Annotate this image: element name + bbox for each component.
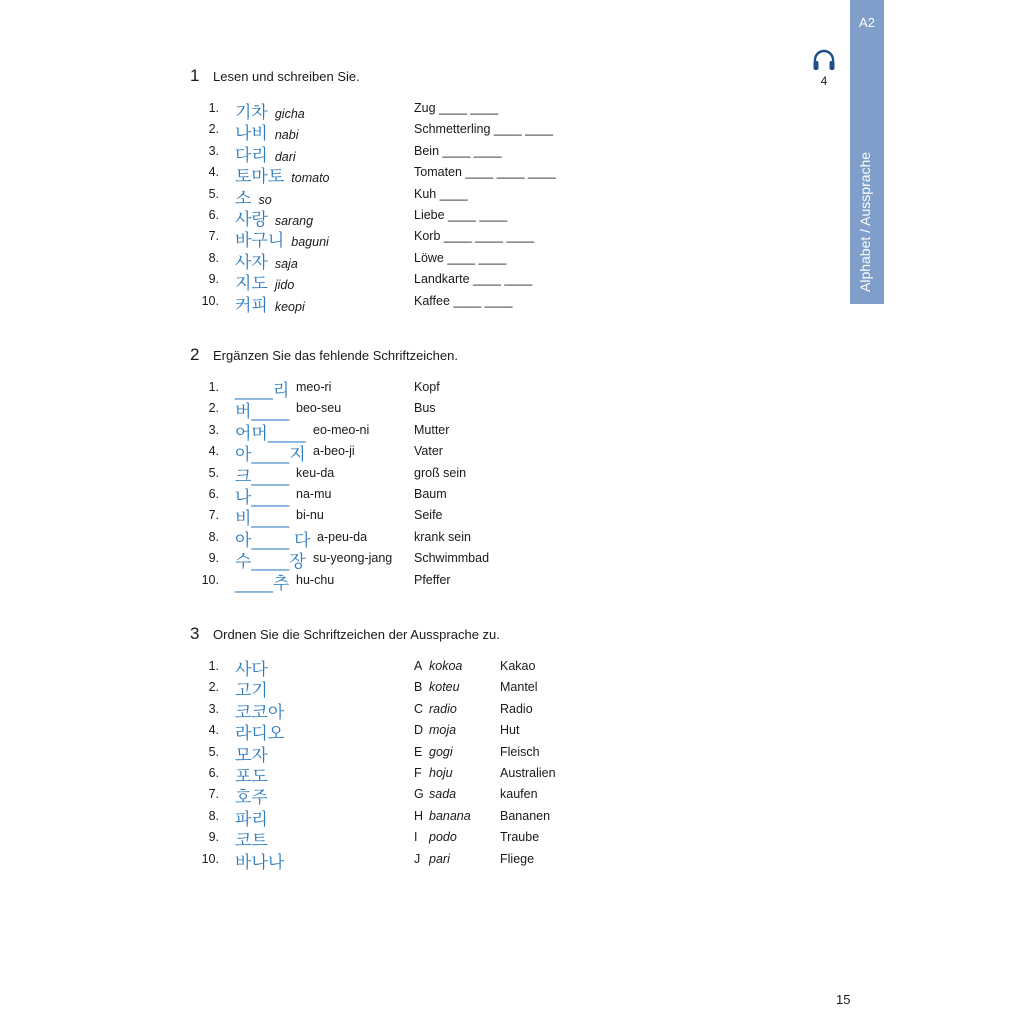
item-number: 3.: [208, 701, 219, 716]
german-meaning: Fliege: [500, 851, 535, 866]
item-number: 4.: [208, 723, 219, 738]
german-meaning: Fleisch: [500, 744, 540, 759]
korean-word: 비____: [235, 509, 290, 529]
exercise-instruction: Lesen und schreiben Sie.: [213, 69, 360, 84]
romanization: dari: [274, 149, 296, 164]
korean-word: 수____장: [235, 552, 306, 572]
romanization: bi-nu: [296, 508, 324, 523]
romanization: radio: [429, 701, 457, 716]
german-meaning: Seife: [414, 508, 443, 523]
option-letter: H: [414, 808, 424, 823]
romanization: su-yeong-jang: [313, 551, 393, 566]
german-meaning: Radio: [500, 701, 533, 716]
item-number: 4.: [208, 165, 219, 180]
korean-word: 사다: [235, 660, 268, 679]
option-letter: E: [414, 744, 423, 759]
german-meaning: Bananen: [500, 808, 551, 823]
romanization: hoju: [429, 766, 453, 780]
korean-word: 고기: [235, 681, 268, 701]
german-meaning: Landkarte ____ ____: [414, 272, 533, 287]
korean-word: 나____: [235, 488, 290, 507]
item-number: 7.: [208, 508, 219, 523]
german-meaning: Traube: [500, 830, 540, 845]
german-meaning: Zug ____ ____: [414, 101, 499, 115]
german-meaning: krank sein: [414, 529, 471, 544]
word-group: [235, 291, 305, 316]
german-meaning: Kakao: [500, 659, 536, 673]
romanization: nabi: [274, 128, 299, 143]
item-number: 9.: [208, 551, 219, 566]
item-number: 5.: [208, 744, 219, 759]
item-number: 2.: [208, 401, 219, 416]
korean-word: 나비: [235, 124, 268, 144]
korean-word: 코코아: [235, 702, 285, 722]
option-letter: B: [414, 680, 423, 695]
romanization: keopi: [274, 299, 305, 314]
chapter-side-tab: [850, 0, 884, 304]
german-meaning: Vater: [414, 444, 443, 459]
korean-word: 기차: [235, 103, 268, 122]
item-number: 4.: [208, 444, 219, 459]
exercise-3-header: [190, 624, 500, 644]
item-number: 5.: [208, 186, 219, 201]
german-meaning: Kopf: [414, 380, 440, 394]
option-letter: I: [414, 830, 418, 845]
romanization: tomato: [291, 171, 330, 186]
item-number: 6.: [208, 766, 219, 780]
romanization: podo: [429, 830, 457, 845]
exercise-instruction: Ergänzen Sie das fehlende Schriftzeichen.: [213, 348, 458, 363]
korean-word: 소: [235, 188, 252, 208]
korean-word: 커피: [235, 295, 268, 315]
page-number: 15: [836, 992, 851, 1007]
german-meaning: Pfeffer: [414, 572, 451, 587]
german-meaning: Schwimmbad: [414, 551, 490, 566]
korean-word: 모자: [235, 745, 268, 765]
romanization: koteu: [429, 680, 460, 695]
audio-track-number: 4: [820, 74, 828, 88]
german-meaning: Hut: [500, 723, 520, 738]
exercise-number: 2: [190, 345, 200, 364]
romanization: a-peu-da: [317, 529, 368, 544]
romanization: meo-ri: [296, 380, 332, 394]
item-number: 6.: [208, 208, 219, 222]
german-meaning: Kaffee ____ ____: [414, 293, 513, 308]
exercise-2-header: [190, 345, 458, 365]
option-letter: D: [414, 723, 424, 738]
romanization: so: [258, 192, 272, 207]
korean-word: 크____: [235, 466, 290, 486]
option-letter: F: [414, 766, 422, 780]
korean-word: 아____지: [235, 445, 306, 465]
item-number: 3.: [208, 422, 219, 437]
item-number: 7.: [208, 787, 219, 802]
korean-word: ____추: [235, 573, 290, 593]
korean-word: 버____: [235, 402, 290, 422]
korean-word: 다리: [235, 145, 268, 165]
romanization: sada: [429, 787, 457, 802]
korean-word: 지도: [235, 274, 268, 294]
romanization: banana: [429, 808, 471, 823]
item-number: 8.: [208, 529, 219, 544]
romanization: beo-seu: [296, 401, 342, 416]
romanization: gicha: [274, 107, 305, 121]
korean-word: 어머____: [235, 423, 306, 443]
german-meaning: groß sein: [414, 465, 467, 480]
romanization: na-mu: [296, 487, 332, 501]
option-letter: A: [414, 659, 423, 673]
item-number: 10.: [201, 851, 219, 866]
romanization: pari: [429, 851, 450, 866]
item-number: 9.: [208, 830, 219, 845]
exercise-1-header: [190, 66, 360, 86]
german-meaning: Baum: [414, 487, 447, 501]
item-number: 2.: [208, 680, 219, 695]
german-meaning: Liebe ____ ____: [414, 208, 508, 222]
german-meaning: Bus: [414, 401, 436, 416]
option-letter: C: [414, 701, 424, 716]
korean-word: 라디오: [235, 724, 285, 744]
korean-word: 바나나: [235, 852, 285, 872]
german-meaning: Schmetterling ____ ____: [414, 122, 553, 137]
option-letter: G: [414, 787, 424, 802]
romanization: moja: [429, 723, 457, 738]
korean-word: 토마토: [235, 167, 285, 187]
german-meaning: Korb ____ ____ ____: [414, 229, 535, 244]
item-number: 10.: [201, 572, 219, 587]
exercise-number: 3: [190, 624, 200, 643]
korean-word: 호주: [235, 788, 268, 808]
german-meaning: Mutter: [414, 422, 450, 437]
korean-word: 포도: [235, 767, 268, 786]
romanization: jido: [274, 278, 295, 293]
romanization: eo-meo-ni: [313, 422, 370, 437]
chapter-title: Alphabet / Aussprache: [857, 151, 873, 292]
item-number: 8.: [208, 250, 219, 265]
german-meaning: Australien: [500, 766, 556, 780]
romanization: kokoa: [429, 659, 463, 673]
exercise-number: 1: [190, 66, 200, 85]
german-meaning: Kuh ____: [414, 186, 468, 201]
item-number: 7.: [208, 229, 219, 244]
romanization: gogi: [429, 744, 453, 759]
korean-word: 파리: [235, 809, 268, 829]
german-meaning: Tomaten ____ ____ ____: [414, 165, 556, 180]
item-number: 6.: [208, 487, 219, 501]
item-number: 10.: [201, 293, 219, 308]
romanization: sarang: [274, 214, 314, 228]
item-number: 3.: [208, 143, 219, 158]
korean-word: 코트: [235, 831, 268, 851]
romanization: a-beo-ji: [313, 444, 355, 459]
item-number: 9.: [208, 272, 219, 287]
item-number: 5.: [208, 465, 219, 480]
romanization: baguni: [291, 235, 329, 250]
german-meaning: kaufen: [500, 787, 538, 802]
korean-word: 아____ 다: [235, 530, 311, 550]
item-number: 1.: [208, 659, 219, 673]
korean-word: 바구니: [235, 231, 285, 251]
item-number: 2.: [208, 122, 219, 137]
romanization: saja: [274, 256, 298, 271]
item-number: 8.: [208, 808, 219, 823]
korean-word: 사자: [235, 252, 268, 272]
level-label: A2: [859, 15, 875, 30]
german-meaning: Löwe ____ ____: [414, 250, 507, 265]
romanization: keu-da: [296, 465, 335, 480]
romanization: hu-chu: [296, 572, 335, 587]
korean-word: 사랑: [235, 210, 268, 229]
korean-word: ____리: [235, 381, 290, 400]
exercise-instruction: Ordnen Sie die Schriftzeichen der Aussprache zu.: [213, 627, 500, 642]
option-letter: J: [414, 851, 421, 866]
headphones-icon: [811, 48, 837, 72]
german-meaning: Bein ____ ____: [414, 143, 502, 158]
audio-track[interactable]: [808, 48, 840, 88]
item-number: 1.: [208, 380, 219, 394]
item-number: 1.: [208, 101, 219, 115]
german-meaning: Mantel: [500, 680, 538, 695]
